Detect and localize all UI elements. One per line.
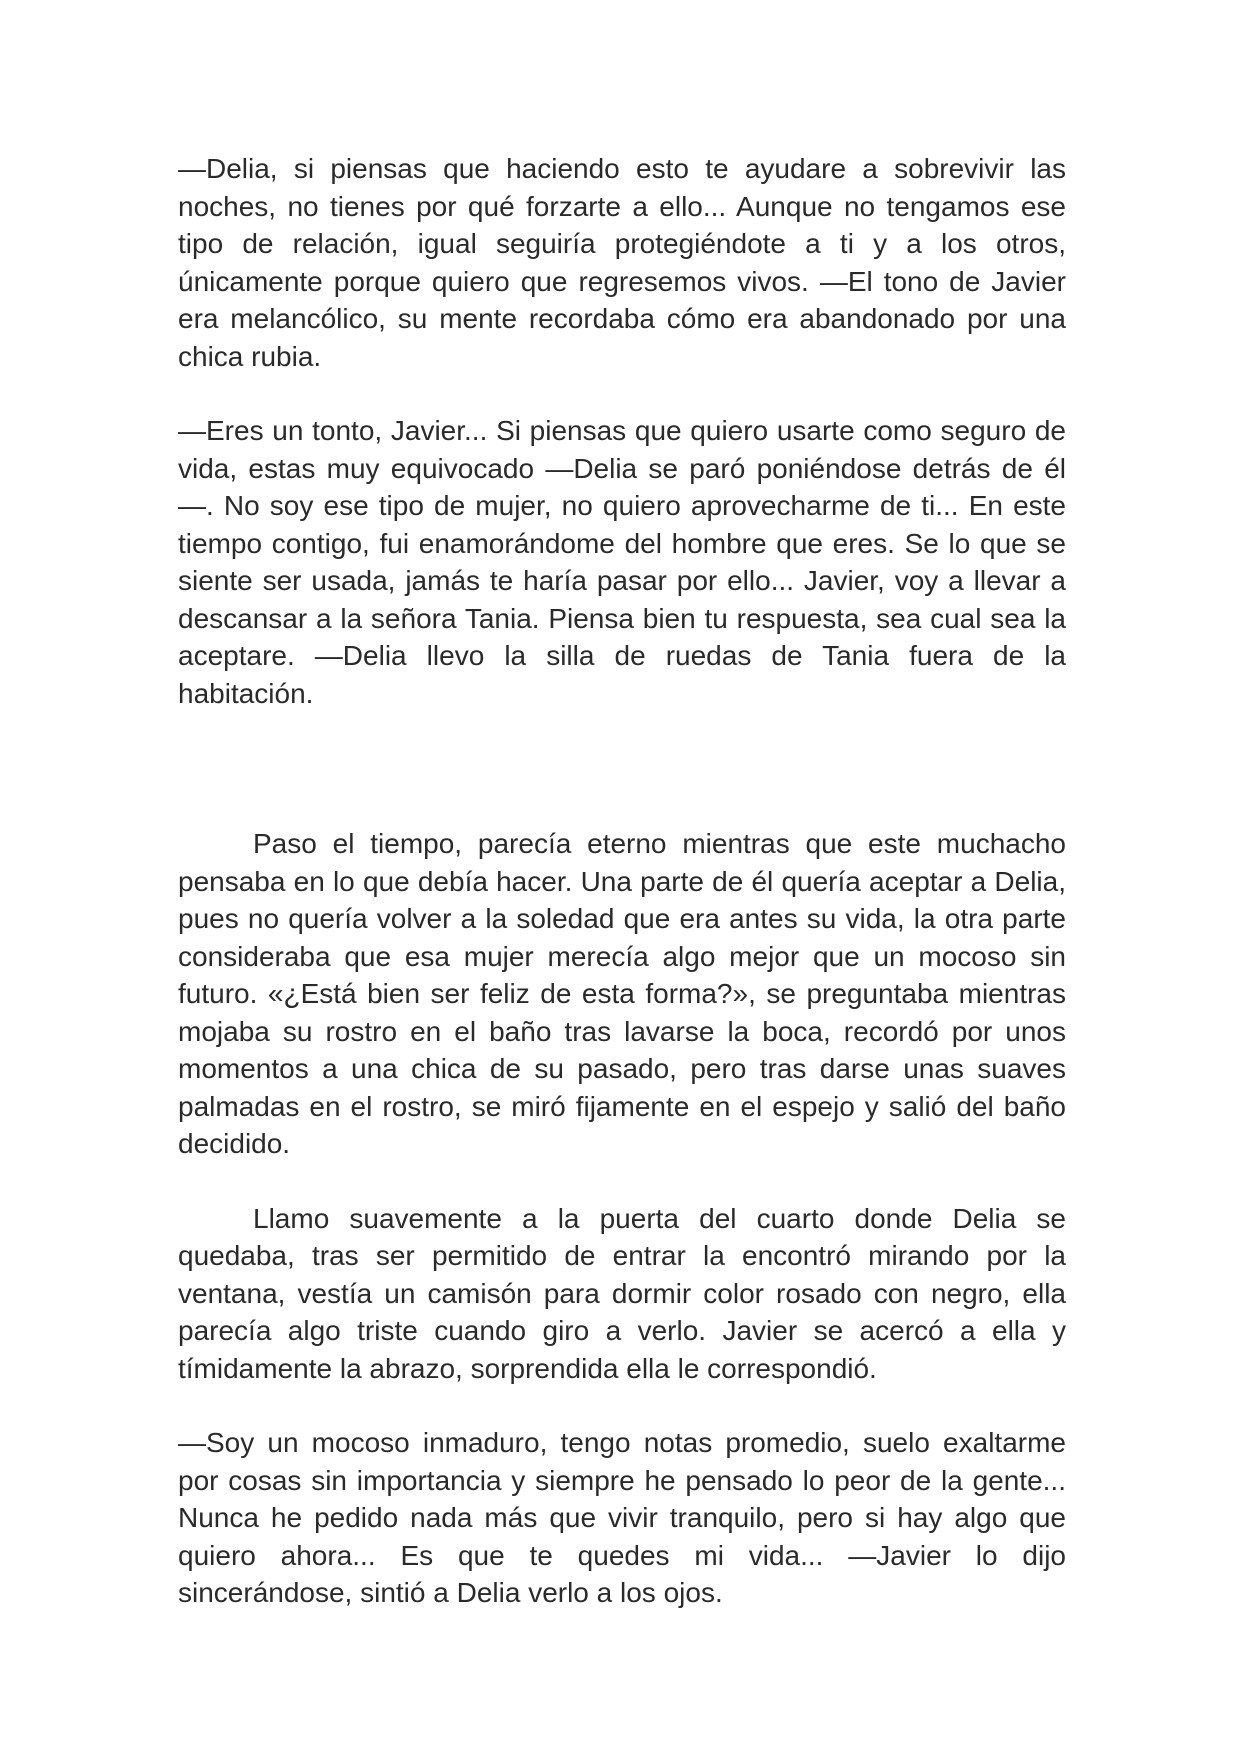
paragraph-dialogue-1: —Delia, si piensas que haciendo esto te ayudare a sobrevivir las noches, no tienes por qué forzarte a ello... Aunque no tengamos ese tipo de relación, igual seguiría protegiéndote a ti y a los otros, únicamente porque quiero que regresemos vivos. —El tono de Javier era melancólico, su mente recordaba cómo era abandonado por una chica rubia. (178, 153, 1066, 372)
paragraph-dialogue-2: —Eres un tonto, Javier... Si piensas que quiero usarte como seguro de vida, estas muy equivocado —Delia se paró poniéndose detrás de él—. No soy ese tipo de mujer, no quiero aprovecharme de ti... En este tiempo contigo, fui enamorándome del hombre que eres. Se lo que se siente ser usada, jamás te haría pasar por ello... Javier, voy a llevar a descansar a la señora Tania. Piensa bien tu respuesta, sea cual sea la aceptare. —Delia llevo la silla de ruedas de Tania fuera de la habitación. (178, 415, 1066, 709)
paragraph-dialogue-3: —Soy un mocoso inmaduro, tengo notas promedio, suelo exaltarme por cosas sin importancia y siempre he pensado lo peor de la gente... Nunca he pedido nada más que vivir tranquilo, pero si hay algo que quiero ahora... Es que te quedes mi vida... —Javier lo dijo sincerándose, sintió a Delia verlo a los ojos. (178, 1427, 1066, 1608)
document-page (178, 150, 1066, 1612)
paragraph-narration-2: Llamo suavemente a la puerta del cuarto donde Delia se quedaba, tras ser permitido de entrar la encontró mirando por la ventana, vestía un camisón para dormir color rosado con negro, ella parecía algo triste cuando giro a verlo. Javier se acercó a ella y tímidamente la abrazo, sorprendida ella le correspondió. (178, 1202, 1066, 1384)
paragraph-narration-1: Paso el tiempo, parecía eterno mientras que este muchacho pensaba en lo que debía hacer. Una parte de él quería aceptar a Delia, pues no quería volver a la soledad que era antes su vida, la otra parte consideraba que esa mujer merecía algo mejor que un mocoso sin futuro. «¿Está bien ser feliz de esta forma?», se preguntaba mientras mojaba su rostro en el baño tras lavarse la boca, recordó por unos momentos a una chica de su pasado, pero tras darse unas suaves palmadas en el rostro, se miró fijamente en el espejo y salió del baño decidido. (178, 828, 1066, 1159)
